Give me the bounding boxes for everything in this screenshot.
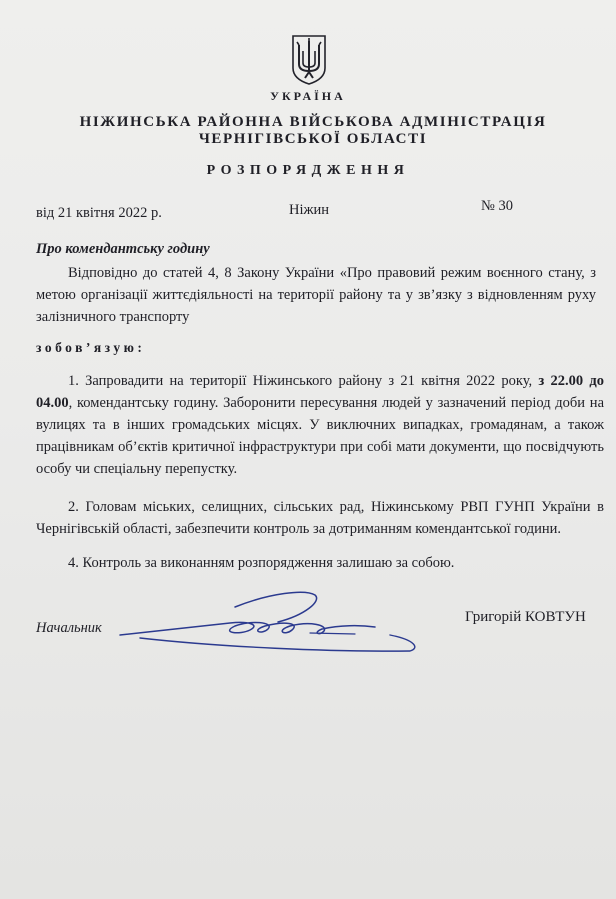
order-item-2 (36, 496, 604, 540)
item-1-from-word: з (538, 373, 545, 389)
document-subject: Про комендантську годину (36, 241, 210, 257)
order-item-1 (36, 370, 604, 480)
document-date: від 21 квітня 2022 р. (36, 205, 162, 221)
obligation-word: зобов’язую: (36, 340, 146, 355)
administration-name (40, 114, 586, 148)
item-1-to-time: 04.00 (36, 395, 69, 411)
document-type: РОЗПОРЯДЖЕННЯ (206, 163, 410, 178)
trident-coat-of-arms-icon (290, 34, 328, 86)
order-item-4 (36, 552, 604, 574)
preamble-text: Відповідно до статей 4, 8 Закону України «Про правовий режим воєнного стану, з метою організації життєдіяльності на території району та у зв’язку з відновленням руху залізничного транспорту (36, 265, 596, 325)
item-1-from-time: 22.00 (550, 373, 584, 389)
signatory-title: Начальник (36, 620, 102, 636)
administration-line-2: ЧЕРНІГІВСЬКОЇ ОБЛАСТІ (198, 131, 428, 147)
item-4-text: 4. Контроль за виконанням розпорядження залишаю за собою. (68, 555, 455, 571)
handwritten-signature (100, 585, 430, 660)
item-2-text: 2. Головам міських, селищних, сільських рад, Ніжинському РВП ГУНП України в Чернігівській області, забезпечити контроль за дотриманням комендантської години. (36, 499, 604, 537)
preamble-paragraph (36, 262, 596, 328)
country-name: УКРАЇНА (270, 89, 346, 103)
item-1-lead: 1. Запровадити на території Ніжинського району з 21 квітня 2022 року, (68, 373, 533, 389)
item-1-rest: , комендантську годину. Заборонити пересування людей у зазначений період доби на вулицях та в інших громадських місцях. У виключних випадках, громадянам, а також працівникам об’єктів критичної інфраструктури при собі мати документи, що посвідчують особу чи спеціальну перепустку. (36, 395, 604, 477)
document-number: № 30 (481, 198, 513, 214)
administration-line-1: НІЖИНСЬКА РАЙОННА ВІЙСЬКОВА АДМІНІСТРАЦІЯ (79, 114, 547, 130)
item-1-to-word: до (589, 373, 604, 389)
document-place: Ніжин (289, 202, 330, 218)
signatory-name: Григорій КОВТУН (465, 609, 586, 625)
